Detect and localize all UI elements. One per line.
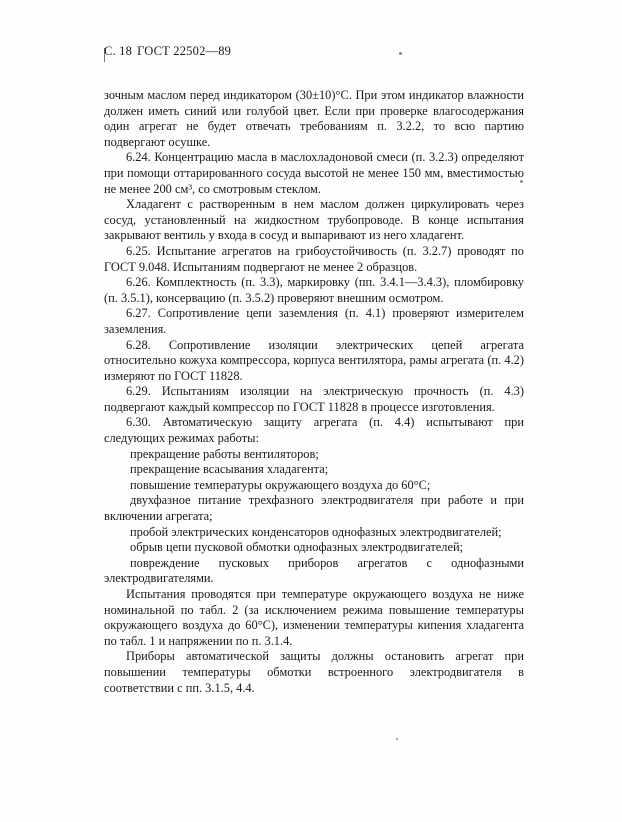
scan-speck [396, 738, 398, 740]
page-number: С. 18 [104, 44, 133, 58]
body-text-column [104, 88, 524, 696]
paragraph: 6.24. Концентрацию масла в маслохладоновой смеси (п. 3.2.3) определяют при помощи оттарированного сосуда высотой не менее 150 мм, вместимостью не менее 200 см³, со смотровым стеклом. [104, 150, 524, 196]
list-item: прекращение работы вентиляторов; [130, 446, 319, 461]
standard-designation: ГОСТ 22502—89 [137, 44, 232, 58]
paragraph: 6.27. Сопротивление цепи заземления (п. 4.1) проверяют измерителем заземления. [104, 306, 524, 336]
page-header [104, 44, 231, 59]
paragraph: 6.30. Автоматическую защиту агрегата (п. 4.4) испытывают при следующих режимах работы: [104, 415, 524, 446]
paragraph: 6.29. Испытаниям изоляции на электрическую прочность (п. 4.3) подвергают каждый компрессор по ГОСТ 11828 в процессе изготовления. [104, 384, 524, 414]
paragraph: 6.25. Испытание агрегатов на грибоустойчивость (п. 3.2.7) проводят по ГОСТ 9.048. Испытаниям подвергают не менее 2 образцов. [104, 243, 524, 274]
list-item: двухфазное питание трехфазного электродвигателя при работе и при включении агрегата; [104, 493, 524, 524]
list-item: пробой электрических конденсаторов однофазных электродвигателей; [130, 524, 502, 539]
paragraph: 6.26. Комплектность (п. 3.3), маркировку (пп. 3.4.1—3.4.3), пломбировку (п. 3.5.1), консервацию (п. 3.5.2) проверяют внешним осмотром. [104, 275, 524, 305]
list-item: повышение температуры окружающего воздуха до 60°С; [130, 477, 431, 492]
list-item: обрыв цепи пусковой обмотки однофазных электродвигателей; [130, 540, 464, 555]
paragraph: 6.28. Сопротивление изоляции электрических цепей агрегата относительно кожуха компрессора, корпуса вентилятора, рамы агрегата (п. 4.2) измеряют по ГОСТ 11828. [104, 337, 524, 383]
paragraph: Хладагент с растворенным в нем маслом должен циркулировать через сосуд, установленный на жидкостном трубопроводе. В конце испытания закрывают вентиль у входа в сосуд и выпаривают из него хладагент. [104, 197, 524, 243]
paragraph: Приборы автоматической защиты должны остановить агрегат при повышении температуры обмотки встроенного электродвигателя в соответствии с пп. 3.1.5, 4.4. [104, 649, 524, 695]
scan-speck [399, 52, 402, 55]
paragraph: Испытания проводятся при температуре окружающего воздуха не ниже номинальной по табл. 2 (за исключением режима повышение температуры окружающего воздуха до 60°С), изменении температуры кипения хладагента по табл. 1 и напряжении по п. 3.1.4. [104, 587, 524, 648]
list-item: повреждение пусковых приборов агрегатов с однофазными электродвигателями. [104, 555, 524, 586]
paragraph: зочным маслом перед индикатором (30±10)°С. При этом индикатор влажности должен иметь синий или голубой цвет. Если при проверке влагосодержания один агрегат не будет отвечать требованиям п. 3.2.2, то всю партию подвергают осушке. [104, 88, 524, 149]
list-item: прекращение всасывания хладагента; [130, 462, 329, 477]
